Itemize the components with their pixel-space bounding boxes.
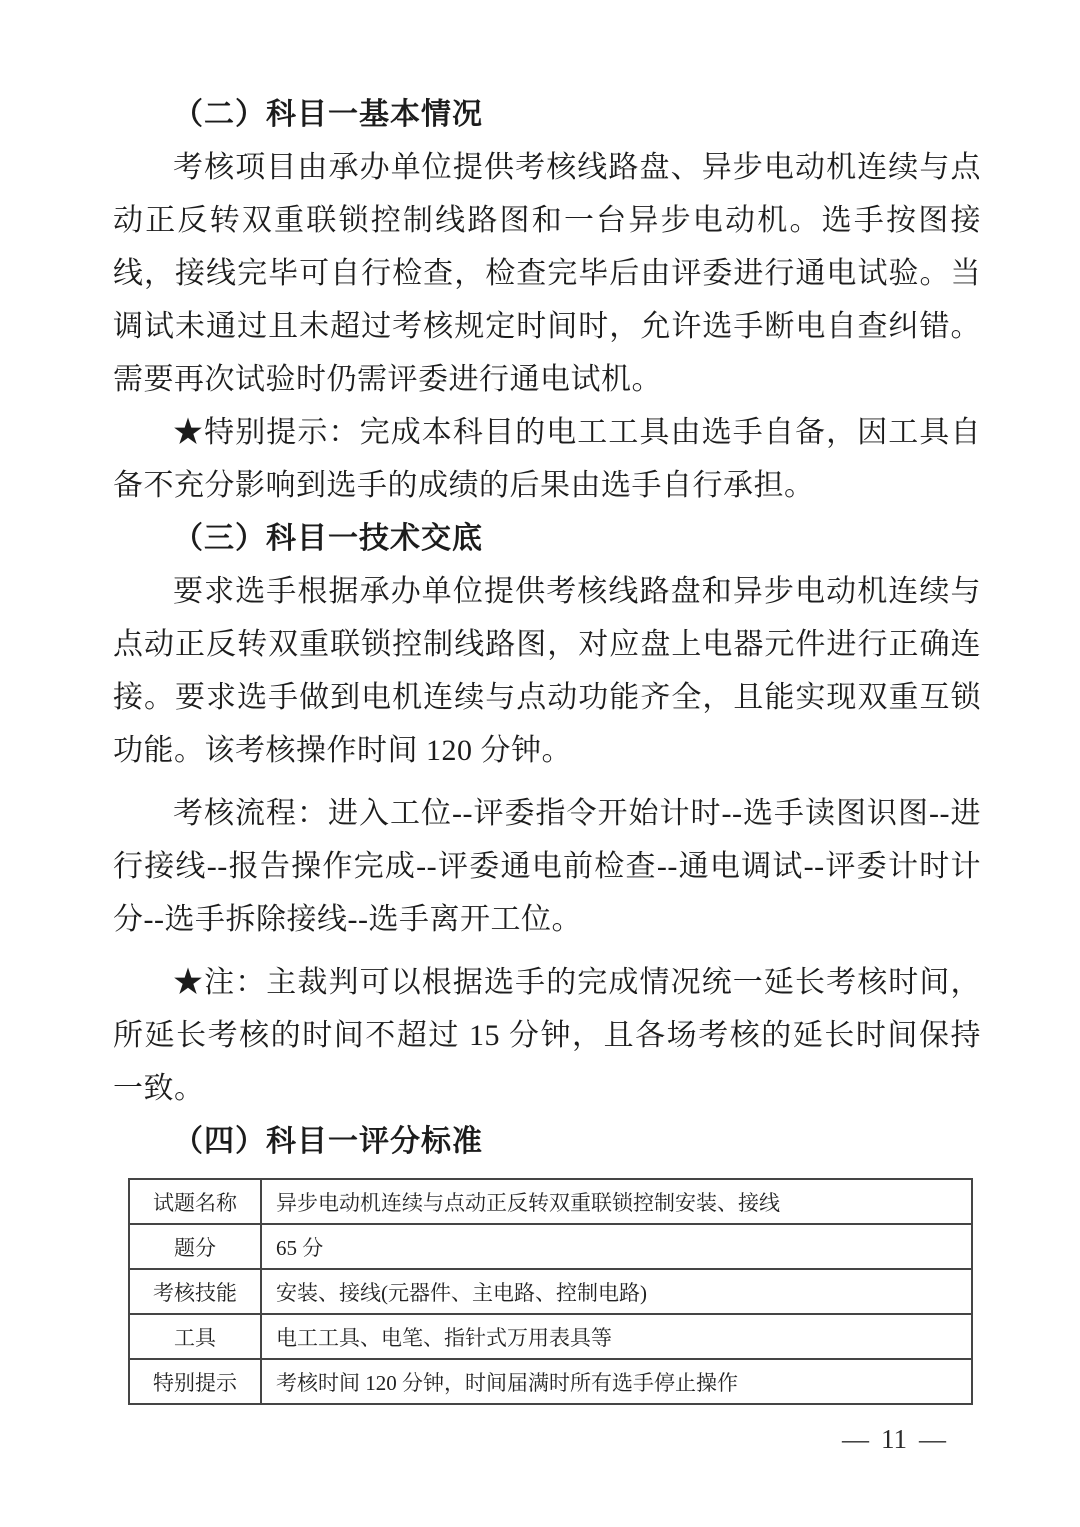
footer-right-dash: — xyxy=(919,1424,946,1454)
table-label-cell: 考核技能 xyxy=(129,1269,261,1314)
table-row xyxy=(129,1179,972,1224)
scoring-standard-table xyxy=(128,1178,973,1405)
paragraph-technical-brief: 要求选手根据承办单位提供考核线路盘和异步电动机连续与点动正反转双重联锁控制线路图，对应盘上电器元件进行正确连接。要求选手做到电机连续与点动功能齐全，且能实现双重互锁功能。该考核操作时间 120 分钟。 xyxy=(113,575,981,767)
footer-left-dash: — xyxy=(842,1424,869,1454)
section-heading-3: （三）科目一技术交底 xyxy=(173,522,483,555)
table-label-cell: 特别提示 xyxy=(129,1359,261,1404)
paragraph-exam-overview: 考核项目由承办单位提供考核线路盘、异步电动机连续与点动正反转双重联锁控制线路图和一台异步电动机。选手按图接线，接线完毕可自行检查，检查完毕后由评委进行通电试验。当调试未通过且未超过考核规定时间时，允许选手断电自查纠错。需要再次试验时仍需评委进行通电试机。 xyxy=(113,151,981,396)
table-row xyxy=(129,1269,972,1314)
paragraph-note-extension: ★注：主裁判可以根据选手的完成情况统一延长考核时间，所延长考核的时间不超过 15 分钟，且各场考核的延长时间保持一致。 xyxy=(113,966,981,1105)
page-number: 11 xyxy=(881,1424,907,1454)
table-row xyxy=(129,1224,972,1269)
table-row xyxy=(129,1359,972,1404)
section-heading-4: （四）科目一评分标准 xyxy=(173,1125,483,1158)
table-value-cell: 安装、接线(元器件、主电路、控制电路) xyxy=(261,1269,972,1314)
section-heading-2: （二）科目一基本情况 xyxy=(173,98,483,131)
table-label-cell: 试题名称 xyxy=(129,1179,261,1224)
page-number-footer xyxy=(830,1424,958,1455)
page-content xyxy=(113,88,981,1405)
paragraph-special-note-tools: ★特别提示：完成本科目的电工工具由选手自备，因工具自备不充分影响到选手的成绩的后果由选手自行承担。 xyxy=(113,416,981,502)
table-row xyxy=(129,1314,972,1359)
table-value-cell: 异步电动机连续与点动正反转双重联锁控制安装、接线 xyxy=(261,1179,972,1224)
paragraph-exam-process: 考核流程：进入工位--评委指令开始计时--选手读图识图--进行接线--报告操作完成--评委通电前检查--通电调试--评委计时计分--选手拆除接线--选手离开工位。 xyxy=(113,797,981,936)
table-value-cell: 65 分 xyxy=(261,1224,972,1269)
table-value-cell: 考核时间 120 分钟，时间届满时所有选手停止操作 xyxy=(261,1359,972,1404)
table-label-cell: 工具 xyxy=(129,1314,261,1359)
table-value-cell: 电工工具、电笔、指针式万用表具等 xyxy=(261,1314,972,1359)
table-label-cell: 题分 xyxy=(129,1224,261,1269)
